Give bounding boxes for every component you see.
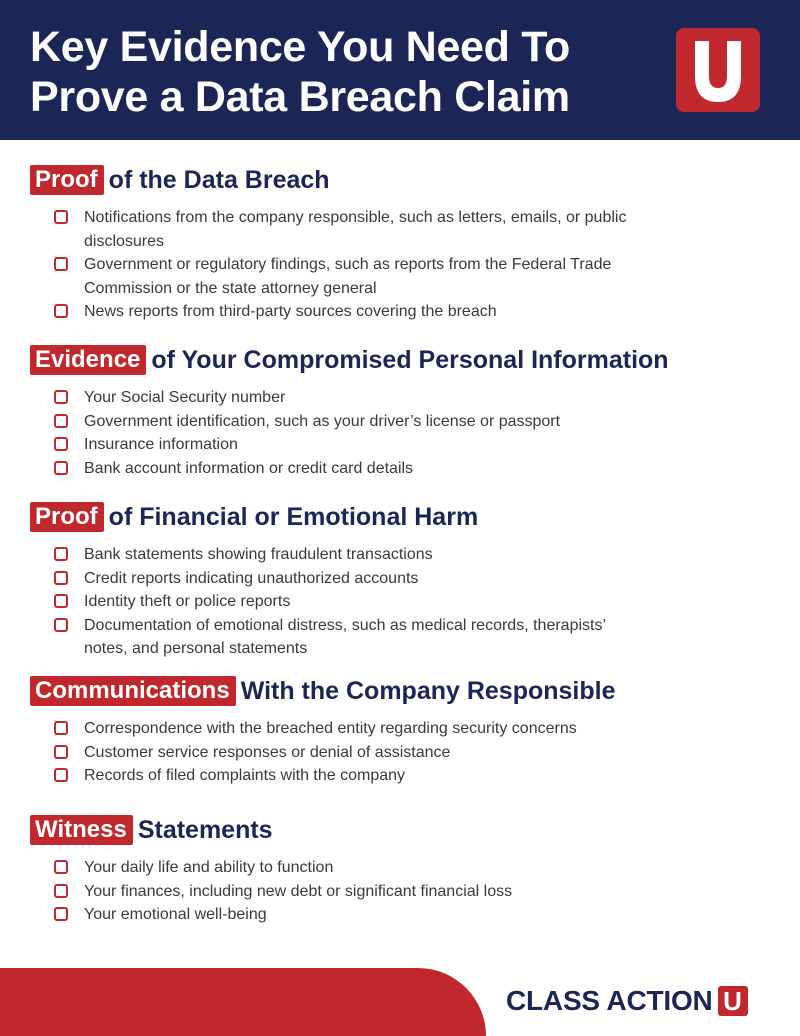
checkbox-icon[interactable] [54,594,68,608]
section-heading-highlight: Communications [30,676,236,706]
section-proof-of-breach [30,164,770,324]
brand-name: CLASS ACTION [506,985,713,1016]
item-text-continued: Commission or the state attorney general [84,279,377,297]
checkbox-icon[interactable] [54,257,68,271]
item-text-continued: disclosures [84,232,165,250]
section-witness-statements [30,814,770,927]
checkbox-icon[interactable] [54,547,68,561]
checkbox-icon[interactable] [54,414,68,428]
item-text: Your daily life and ability to function [84,859,334,876]
footer-decoration [0,968,486,1036]
checklist-item [30,856,690,880]
u-letter-icon [676,28,760,112]
checklist-item [30,741,690,765]
brand-u-icon: U [718,986,748,1016]
checkbox-icon[interactable] [54,907,68,921]
checklist-item [30,386,690,410]
item-text: Customer service responses or denial of assistance [84,743,451,761]
item-text-continued: notes, and personal statements [84,640,308,657]
section-heading-highlight: Proof [30,502,104,532]
checkbox-icon[interactable] [54,884,68,898]
section-heading-text: Statements [137,816,273,844]
section-heading [30,164,770,196]
section-heading-highlight: Witness [30,815,133,845]
checklist [30,856,770,927]
title-line-2: Prove a Data Breach Claim [30,73,570,121]
checkbox-icon[interactable] [54,571,68,585]
checklist-item [30,614,690,661]
checkbox-icon[interactable] [54,721,68,735]
checkbox-icon[interactable] [54,210,68,224]
checkbox-icon[interactable] [54,461,68,475]
item-text: Insurance information [84,436,238,453]
checklist-item [30,880,690,904]
checklist-item [30,717,690,741]
section-heading-text: With the Company Responsible [240,677,616,705]
item-text: Records of filed complaints with the company [84,767,406,784]
checklist-item [30,764,690,788]
section-heading [30,675,770,707]
checklist-item [30,433,690,457]
checklist [30,717,770,788]
checklist-item [30,457,690,481]
header-banner [0,0,800,140]
checklist-item [30,590,690,614]
item-text: Documentation of emotional distress, such as medical records, therapists’ [84,616,607,634]
section-evidence-compromised-info [30,344,770,480]
item-text: News reports from third-party sources covering the breach [84,303,497,320]
item-text: Credit reports indicating unauthorized accounts [84,569,419,587]
title-line-1: Key Evidence You Need To [30,23,571,71]
item-text: Correspondence with the breached entity regarding security concerns [84,720,577,737]
section-heading-highlight: Evidence [30,345,146,375]
checklist-item [30,253,690,300]
section-proof-of-harm [30,501,770,661]
section-heading-text: of Financial or Emotional Harm [108,503,479,531]
section-heading [30,814,770,846]
checklist-item [30,903,690,927]
section-heading-text: of Your Compromised Personal Information [151,346,669,374]
checkbox-icon[interactable] [54,768,68,782]
item-text: Your finances, including new debt or significant financial loss [84,882,513,900]
checklist-item [30,543,690,567]
section-heading [30,501,770,533]
section-heading-highlight: Proof [30,165,104,195]
item-text: Your emotional well-being [84,906,267,923]
item-text: Your Social Security number [84,389,286,406]
checklist [30,206,770,324]
section-heading-text: of the Data Breach [108,166,330,194]
checkbox-icon[interactable] [54,618,68,632]
checklist-item [30,567,690,591]
checkbox-icon[interactable] [54,860,68,874]
checklist-item [30,410,690,434]
checklist [30,386,770,480]
item-text: Notifications from the company responsible, such as letters, emails, or public [84,209,627,226]
item-text: Bank account information or credit card details [84,459,414,477]
item-text: Identity theft or police reports [84,593,291,610]
page-title [30,22,670,122]
item-text: Bank statements showing fraudulent transactions [84,546,433,563]
footer-brand-logo [506,984,748,1018]
checklist [30,543,770,661]
checklist-item [30,300,690,324]
section-heading [30,344,770,376]
checkbox-icon[interactable] [54,437,68,451]
section-communications [30,675,770,788]
checkbox-icon[interactable] [54,745,68,759]
item-text: Government or regulatory findings, such as reports from the Federal Trade [84,256,612,273]
checkbox-icon[interactable] [54,304,68,318]
brand-logo-icon [676,28,760,112]
item-text: Government identification, such as your driver’s license or passport [84,412,561,430]
checklist-item [30,206,690,253]
checkbox-icon[interactable] [54,390,68,404]
